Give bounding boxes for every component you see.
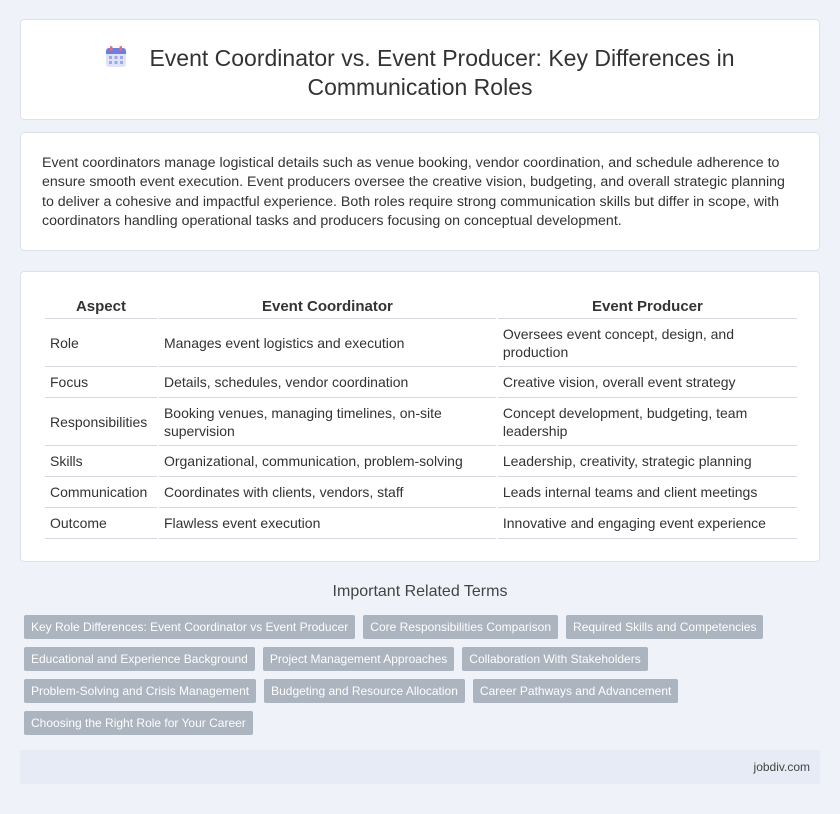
cell-coordinator: Booking venues, managing timelines, on-site supervision (159, 398, 496, 446)
related-tag[interactable]: Career Pathways and Advancement (473, 679, 678, 703)
title-line-2: Communication Roles (307, 74, 533, 100)
cell-aspect: Outcome (45, 508, 157, 539)
cell-producer: Leads internal teams and client meetings (498, 477, 797, 508)
tag-row (24, 679, 784, 703)
table-header-row (45, 291, 797, 319)
comparison-table (43, 291, 799, 539)
cell-producer: Leadership, creativity, strategic planning (498, 446, 797, 477)
comparison-card (20, 271, 820, 562)
table-row (45, 446, 797, 477)
related-terms-tags (24, 615, 784, 743)
intro-card (20, 132, 820, 251)
tag-row (24, 615, 784, 639)
table-row (45, 367, 797, 398)
cell-producer: Concept development, budgeting, team leadership (498, 398, 797, 446)
table-row (45, 398, 797, 446)
related-terms-title: Important Related Terms (332, 583, 508, 600)
cell-coordinator: Manages event logistics and execution (159, 319, 496, 367)
cell-producer: Creative vision, overall event strategy (498, 367, 797, 398)
cell-coordinator: Details, schedules, vendor coordination (159, 367, 496, 398)
cell-coordinator: Organizational, communication, problem-solving (159, 446, 496, 477)
intro-paragraph: Event coordinators manage logistical details such as venue booking, vendor coordination, and schedule adherence to ensure smooth event execution. Event producers oversee the creative vision, budgeting, and overall strategic planning to deliver a cohesive and impactful experience. Both roles require strong communication skills but differ in scope, with coordinators handling operational tasks and producers focusing on conceptual development. (42, 155, 785, 230)
header-event-coordinator: Event Coordinator (159, 291, 496, 319)
header-event-producer: Event Producer (498, 291, 797, 319)
related-tag[interactable]: Choosing the Right Role for Your Career (24, 711, 253, 735)
cell-coordinator: Coordinates with clients, vendors, staff (159, 477, 496, 508)
cell-coordinator: Flawless event execution (159, 508, 496, 539)
related-tag[interactable]: Required Skills and Competencies (566, 615, 763, 639)
cell-aspect: Responsibilities (45, 398, 157, 446)
footer (20, 750, 820, 784)
cell-producer: Oversees event concept, design, and production (498, 319, 797, 367)
tag-row (24, 711, 784, 735)
cell-producer: Innovative and engaging event experience (498, 508, 797, 539)
page-title (21, 44, 819, 102)
calendar-icon (105, 46, 127, 68)
cell-aspect: Role (45, 319, 157, 367)
title-line-1: Event Coordinator vs. Event Producer: Key Differences in (149, 45, 735, 71)
related-tag[interactable]: Budgeting and Resource Allocation (264, 679, 465, 703)
footer-site-link[interactable]: jobdiv.com (753, 760, 810, 774)
table-row (45, 477, 797, 508)
related-tag[interactable]: Collaboration With Stakeholders (462, 647, 647, 671)
header-aspect: Aspect (45, 291, 157, 319)
related-tag[interactable]: Project Management Approaches (263, 647, 454, 671)
table-row (45, 319, 797, 367)
related-tag[interactable]: Key Role Differences: Event Coordinator vs Event Producer (24, 615, 355, 639)
title-card (20, 19, 820, 120)
cell-aspect: Communication (45, 477, 157, 508)
cell-aspect: Skills (45, 446, 157, 477)
related-tag[interactable]: Educational and Experience Background (24, 647, 255, 671)
related-tag[interactable]: Problem-Solving and Crisis Management (24, 679, 256, 703)
tag-row (24, 647, 784, 671)
cell-aspect: Focus (45, 367, 157, 398)
table-row (45, 508, 797, 539)
related-tag[interactable]: Core Responsibilities Comparison (363, 615, 558, 639)
